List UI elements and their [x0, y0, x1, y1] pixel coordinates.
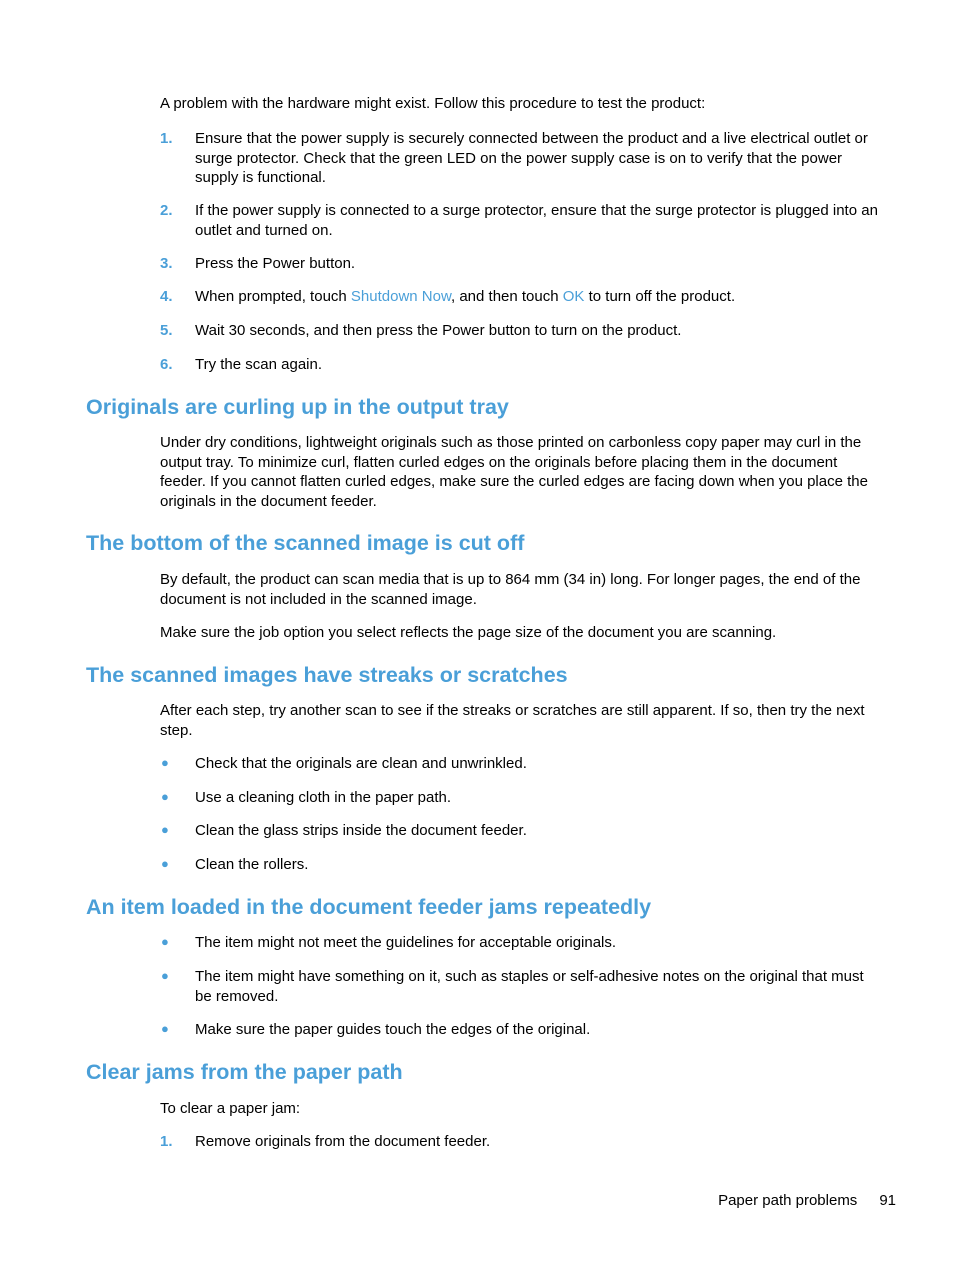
- footer-section-title: Paper path problems: [718, 1192, 858, 1209]
- bullet-text: Clean the glass strips inside the document feeder.: [195, 822, 527, 839]
- jams-bullet-2: [160, 967, 882, 1006]
- step-number: 1.: [160, 130, 173, 147]
- bullet-text: Use a cleaning cloth in the paper path.: [195, 789, 452, 806]
- step-number: 5.: [160, 322, 173, 339]
- step-2: [160, 201, 882, 240]
- bullet-text: The item might not meet the guidelines for acceptable originals.: [195, 934, 617, 951]
- bullet-icon: ●: [161, 789, 169, 804]
- bullet-icon: ●: [161, 755, 169, 770]
- heading-cutoff: The bottom of the scanned image is cut off: [86, 531, 525, 555]
- ok-link[interactable]: OK: [562, 288, 585, 305]
- bullet-text: Make sure the paper guides touch the edges of the original.: [195, 1021, 591, 1038]
- heading-curling: Originals are curling up in the output tray: [86, 395, 509, 419]
- bullet-icon: ●: [161, 856, 169, 871]
- step-text-pre: When prompted, touch: [195, 288, 351, 305]
- bullet-text: The item might have something on it, such as staples or self-adhesive notes on the original that must be removed.: [195, 968, 864, 1005]
- cutoff-paragraph-1: By default, the product can scan media that is up to 864 mm (34 in) long. For longer pages, the end of the document is not included in the scanned image.: [160, 571, 861, 608]
- clear-jams-paragraph: To clear a paper jam:: [160, 1100, 301, 1117]
- heading-streaks: The scanned images have streaks or scratches: [86, 663, 568, 687]
- page-number: 91: [879, 1192, 896, 1209]
- step-text: Wait 30 seconds, and then press the Power button to turn on the product.: [195, 322, 682, 339]
- streaks-bullet-2: [160, 788, 882, 808]
- bullet-icon: ●: [161, 968, 169, 983]
- streaks-paragraph: After each step, try another scan to see if the streaks or scratches are still apparent. If so, then try the next step.: [160, 702, 865, 739]
- streaks-bullet-3: [160, 821, 882, 841]
- step-text: [195, 287, 882, 307]
- step-3: [160, 254, 882, 274]
- streaks-bullet-4: [160, 855, 882, 875]
- step-number: 1.: [160, 1133, 173, 1150]
- step-text: Press the Power button.: [195, 255, 356, 272]
- step-text: If the power supply is connected to a surge protector, ensure that the surge protector is plugged into an outlet and turned on.: [195, 202, 878, 239]
- jams-bullet-1: [160, 933, 882, 953]
- bullet-text: Clean the rollers.: [195, 856, 309, 873]
- jams-bullet-3: [160, 1020, 882, 1040]
- bullet-icon: ●: [161, 1021, 169, 1036]
- step-text: Remove originals from the document feeder.: [195, 1133, 491, 1150]
- streaks-bullet-1: [160, 754, 882, 774]
- step-text: Try the scan again.: [195, 356, 323, 373]
- bullet-icon: ●: [161, 934, 169, 949]
- clear-step-1: [160, 1132, 882, 1152]
- heading-jams: An item loaded in the document feeder jams repeatedly: [86, 895, 652, 919]
- bullet-icon: ●: [161, 822, 169, 837]
- step-1: [160, 129, 882, 188]
- step-number: 4.: [160, 288, 173, 305]
- step-number: 3.: [160, 255, 173, 272]
- page-footer: [718, 1191, 896, 1211]
- step-6: [160, 355, 882, 375]
- step-text: Ensure that the power supply is securely connected between the product and a live electrical outlet or surge protector. Check that the green LED on the power supply case is on to verify that the power supply is functional.: [195, 130, 868, 186]
- curling-paragraph: Under dry conditions, lightweight originals such as those printed on carbonless copy paper may curl in the output tray. To minimize curl, flatten curled edges on the originals before placing them in the document feeder. If you cannot flatten curled edges, make sure the curled edges are facing down when you place the originals in the document feeder.: [160, 434, 868, 510]
- cutoff-paragraph-2: Make sure the job option you select reflects the page size of the document you are scanning.: [160, 624, 777, 641]
- bullet-text: Check that the originals are clean and unwrinkled.: [195, 755, 527, 772]
- step-text-post: to turn off the product.: [584, 288, 736, 305]
- step-5: [160, 321, 882, 341]
- intro-paragraph: A problem with the hardware might exist. Follow this procedure to test the product:: [160, 95, 706, 112]
- heading-clear-jams: Clear jams from the paper path: [86, 1060, 403, 1084]
- shutdown-now-link[interactable]: Shutdown Now: [350, 288, 451, 305]
- step-text-mid: , and then touch: [451, 288, 563, 305]
- step-number: 2.: [160, 202, 173, 219]
- step-number: 6.: [160, 356, 173, 373]
- step-4: [160, 287, 882, 307]
